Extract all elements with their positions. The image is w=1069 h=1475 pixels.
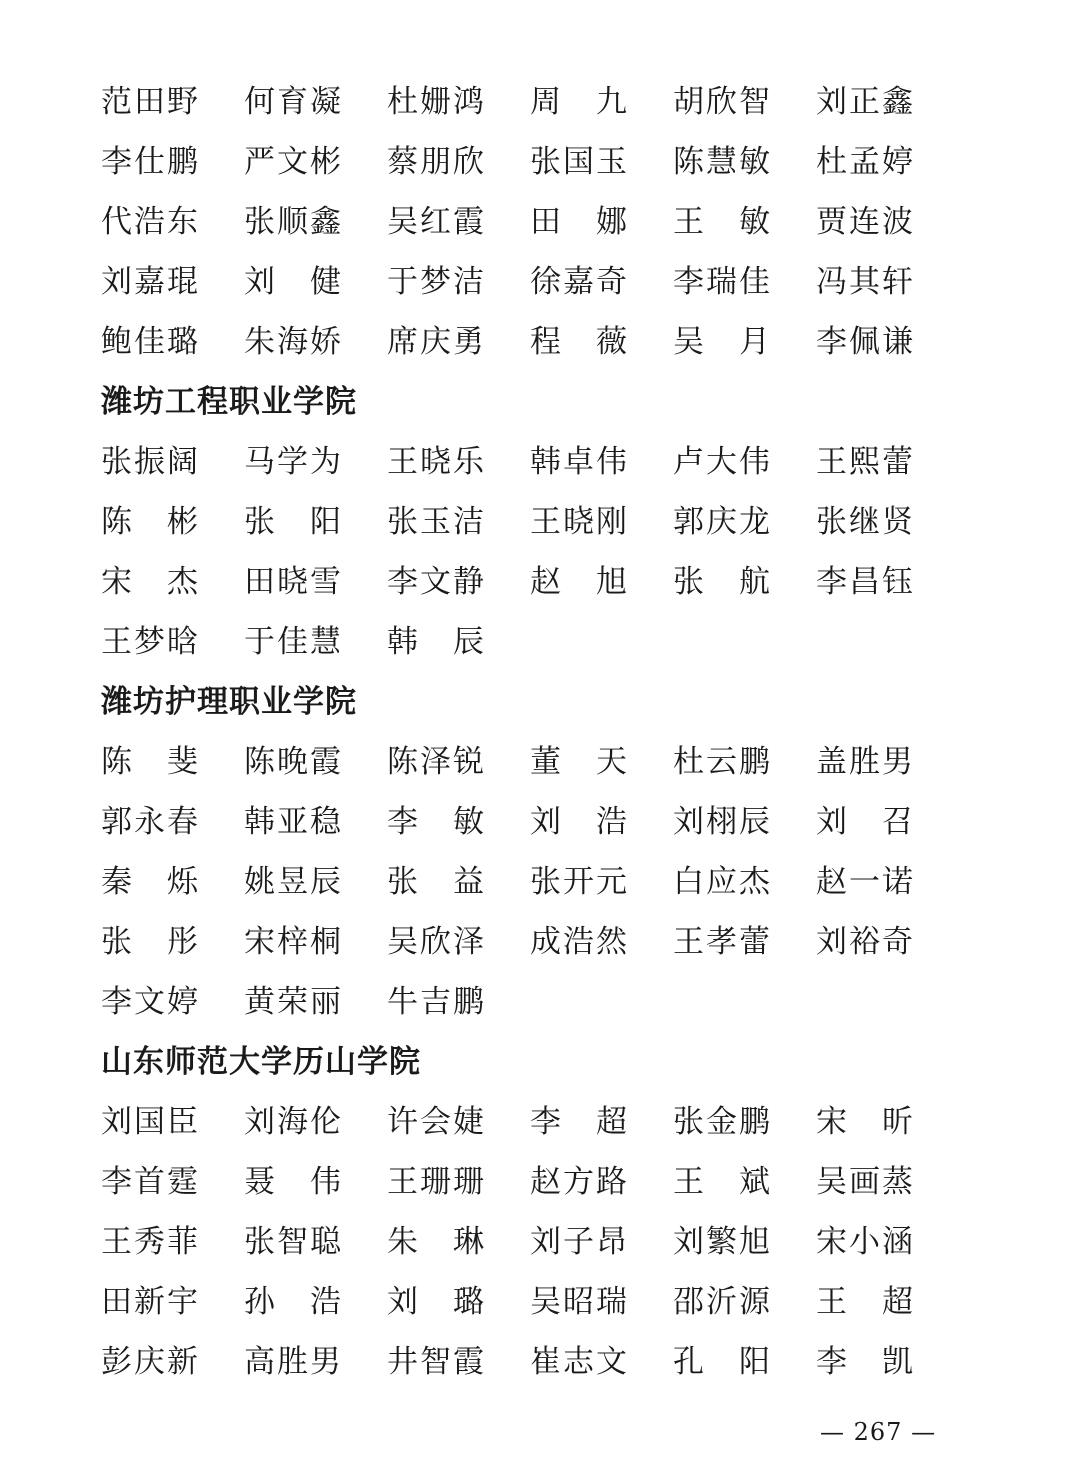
person-name: 张 航 [673,564,772,600]
name-row [101,972,1001,1032]
person-name: 王 超 [816,1284,915,1320]
person-name: 田新宇 [101,1284,200,1320]
person-name: 刘裕奇 [816,924,915,960]
section [101,72,1001,372]
person-name: 刘子昂 [530,1224,629,1260]
person-name: 韩亚稳 [244,804,343,840]
name-row [101,792,1001,852]
person-name: 李文婷 [101,984,200,1020]
person-name: 吴红霞 [387,204,486,240]
person-name: 牛吉鹏 [387,984,486,1020]
person-name: 宋 昕 [816,1104,915,1140]
person-name: 李仕鹏 [101,144,200,180]
person-name: 赵 旭 [530,564,629,600]
person-name: 杜孟婷 [816,144,915,180]
person-name: 成浩然 [530,924,629,960]
person-name: 吴欣泽 [387,924,486,960]
name-row [101,1212,1001,1272]
person-name: 王 斌 [673,1164,772,1200]
name-row [101,912,1001,972]
person-name: 吴 月 [673,324,772,360]
person-name: 徐嘉奇 [530,264,629,300]
name-row [101,492,1001,552]
person-name: 张 益 [387,864,486,900]
person-name: 宋小涵 [816,1224,915,1260]
person-name: 王 敏 [673,204,772,240]
section-heading: 潍坊护理职业学院 [101,684,357,720]
person-name: 田晓雪 [244,564,343,600]
name-row [101,1272,1001,1332]
person-name: 宋 杰 [101,564,200,600]
person-name: 陈泽锐 [387,744,486,780]
person-name: 邵沂源 [673,1284,772,1320]
person-name: 秦 烁 [101,864,200,900]
person-name: 吴画蒸 [816,1164,915,1200]
person-name: 胡欣智 [673,84,772,120]
person-name: 于梦洁 [387,264,486,300]
person-name: 张振阔 [101,444,200,480]
name-row [101,132,1001,192]
name-row [101,252,1001,312]
person-name: 何育凝 [244,84,343,120]
person-name: 李首霆 [101,1164,200,1200]
name-row [101,1152,1001,1212]
person-name: 刘正鑫 [816,84,915,120]
section [101,372,1001,672]
person-name: 王秀菲 [101,1224,200,1260]
person-name: 陈晚霞 [244,744,343,780]
person-name: 张玉洁 [387,504,486,540]
person-name: 朱 琳 [387,1224,486,1260]
person-name: 张继贤 [816,504,915,540]
person-name: 张金鹏 [673,1104,772,1140]
person-name: 席庆勇 [387,324,486,360]
person-name: 张 彤 [101,924,200,960]
person-name: 刘海伦 [244,1104,343,1140]
person-name: 刘繁旭 [673,1224,772,1260]
person-name: 井智霞 [387,1344,486,1380]
person-name: 代浩东 [101,204,200,240]
person-name: 刘栩辰 [673,804,772,840]
person-name: 田 娜 [530,204,629,240]
person-name: 郭庆龙 [673,504,772,540]
person-name: 范田野 [101,84,200,120]
person-name: 张智聪 [244,1224,343,1260]
person-name: 杜姗鸿 [387,84,486,120]
person-name: 王孝蕾 [673,924,772,960]
person-name: 孔 阳 [673,1344,772,1380]
person-name: 韩 辰 [387,624,486,660]
person-name: 聂 伟 [244,1164,343,1200]
person-name: 高胜男 [244,1344,343,1380]
person-name: 刘 召 [816,804,915,840]
person-name: 黄荣丽 [244,984,343,1020]
person-name: 张国玉 [530,144,629,180]
person-name: 王熙蕾 [816,444,915,480]
person-name: 彭庆新 [101,1344,200,1380]
person-name: 马学为 [244,444,343,480]
person-name: 陈 彬 [101,504,200,540]
person-name: 张 阳 [244,504,343,540]
person-name: 刘 健 [244,264,343,300]
person-name: 卢大伟 [673,444,772,480]
person-name: 刘 璐 [387,1284,486,1320]
name-row [101,1092,1001,1152]
person-name: 鲍佳璐 [101,324,200,360]
person-name: 董 天 [530,744,629,780]
person-name: 严文彬 [244,144,343,180]
person-name: 赵方路 [530,1164,629,1200]
person-name: 郭永春 [101,804,200,840]
person-name: 李昌钰 [816,564,915,600]
section-heading: 山东师范大学历山学院 [101,1044,421,1080]
person-name: 宋梓桐 [244,924,343,960]
name-row [101,72,1001,132]
person-name: 孙 浩 [244,1284,343,1320]
page-number: — 267 — [820,1418,937,1446]
name-row [101,312,1001,372]
name-row [101,852,1001,912]
section [101,672,1001,1032]
section-heading: 潍坊工程职业学院 [101,384,357,420]
person-name: 朱海娇 [244,324,343,360]
person-name: 姚昱辰 [244,864,343,900]
person-name: 张顺鑫 [244,204,343,240]
name-row [101,612,1001,672]
person-name: 盖胜男 [816,744,915,780]
name-row [101,1332,1001,1392]
person-name: 刘 浩 [530,804,629,840]
person-name: 张开元 [530,864,629,900]
person-name: 崔志文 [530,1344,629,1380]
person-name: 周 九 [530,84,629,120]
person-name: 韩卓伟 [530,444,629,480]
person-name: 蔡朋欣 [387,144,486,180]
person-name: 陈 斐 [101,744,200,780]
person-name: 李 凯 [816,1344,915,1380]
person-name: 王晓刚 [530,504,629,540]
person-name: 王珊珊 [387,1164,486,1200]
person-name: 王梦晗 [101,624,200,660]
name-row [101,732,1001,792]
person-name: 陈慧敏 [673,144,772,180]
person-name: 赵一诺 [816,864,915,900]
name-row [101,552,1001,612]
person-name: 刘嘉琨 [101,264,200,300]
person-name: 李 敏 [387,804,486,840]
name-list-document [101,72,1001,1392]
person-name: 贾连波 [816,204,915,240]
section [101,1032,1001,1392]
person-name: 李 超 [530,1104,629,1140]
name-row [101,432,1001,492]
name-row [101,192,1001,252]
person-name: 程 薇 [530,324,629,360]
person-name: 许会婕 [387,1104,486,1140]
person-name: 王晓乐 [387,444,486,480]
person-name: 白应杰 [673,864,772,900]
person-name: 于佳慧 [244,624,343,660]
person-name: 杜云鹏 [673,744,772,780]
person-name: 李文静 [387,564,486,600]
person-name: 冯其轩 [816,264,915,300]
person-name: 刘国臣 [101,1104,200,1140]
person-name: 李佩谦 [816,324,915,360]
person-name: 吴昭瑞 [530,1284,629,1320]
person-name: 李瑞佳 [673,264,772,300]
